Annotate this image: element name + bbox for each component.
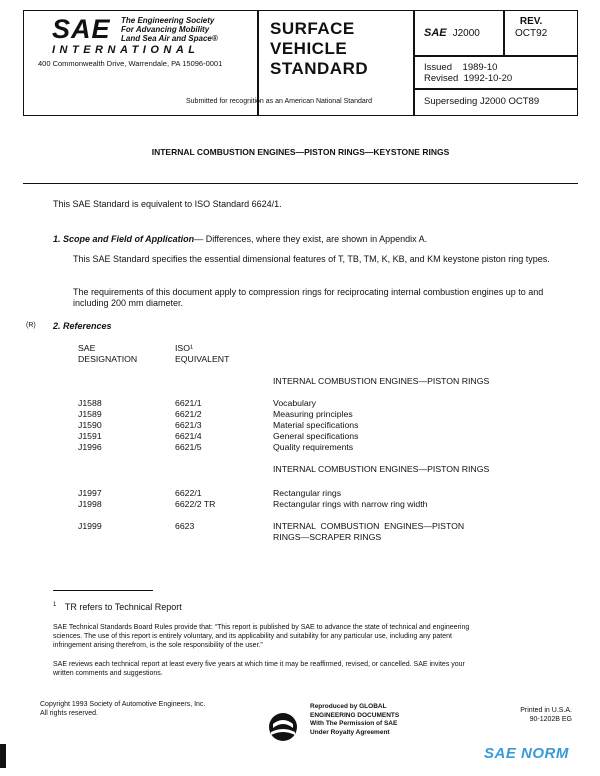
table-cell: J1998 xyxy=(78,499,102,509)
reference-description-column xyxy=(273,488,428,510)
reproduction-notice: Reproduced by GLOBAL ENGINEERING DOCUMENTS With The Permission of SAE Under Royalty Agreement xyxy=(310,703,400,736)
sae-logo: SAE xyxy=(52,14,111,44)
table-cell: J1589 xyxy=(78,409,102,419)
table-cell: Material specifications xyxy=(273,420,359,430)
document-type: SURFACE VEHICLE STANDARD xyxy=(270,19,369,78)
table-cell: J1997 xyxy=(78,488,102,498)
column-header-iso: ISO¹ EQUIVALENT xyxy=(175,343,230,364)
section-1-paragraph: The requirements of this document apply to compression rings for reciprocating internal combustion engines up to and including 200 mm diameter. xyxy=(73,287,544,308)
reference-group-title: INTERNAL COMBUSTION ENGINES—PISTON RINGS xyxy=(273,464,490,474)
header-divider xyxy=(413,88,578,90)
equivalence-statement: This SAE Standard is equivalent to ISO Standard 6624/1. xyxy=(53,199,282,209)
reference-group-title: INTERNAL COMBUSTION ENGINES—PISTON RINGS xyxy=(273,376,490,386)
board-rules: SAE Technical Standards Board Rules provide that: “This report is published by SAE to advance the state of technical and engineering sciences. The use of this report is entirely voluntary, and its applicability and suitability for any particular use, including any patent infringement arising therefrom, is the sole responsibility of the user.” xyxy=(53,624,470,649)
header-divider xyxy=(413,10,415,116)
section-2-heading: 2. References xyxy=(53,321,112,331)
issue-dates: Issued 1989-10 Revised 1992-10-20 xyxy=(424,62,513,84)
footnote-rule xyxy=(53,590,153,591)
table-cell: 6621/4 xyxy=(175,431,202,441)
reference-iso-column xyxy=(175,398,202,453)
international-wordmark: INTERNATIONAL xyxy=(52,44,200,56)
table-cell: J1999 xyxy=(78,521,102,531)
society-tagline: The Engineering Society For Advancing Mobility Land Sea Air and Space® xyxy=(121,16,218,43)
reference-sae-column xyxy=(78,488,102,510)
table-cell: 6621/1 xyxy=(175,398,202,408)
sae-mini-logo: SAE xyxy=(424,27,447,39)
table-cell: 6623 xyxy=(175,521,195,531)
table-cell: J1996 xyxy=(78,442,102,452)
superseding: Superseding J2000 OCT89 xyxy=(424,96,540,107)
global-engineering-logo-icon xyxy=(266,710,300,744)
table-cell: J1590 xyxy=(78,420,102,430)
address: 400 Commonwealth Drive, Warrendale, PA 15096-0001 xyxy=(38,59,223,68)
table-cell: Vocabulary xyxy=(273,398,316,408)
reference-description-column xyxy=(273,398,358,453)
submitted-note: Submitted for recognition as an American National Standard xyxy=(186,98,372,105)
table-cell: INTERNAL COMBUSTION ENGINES—PISTON RINGS—SCRAPER RINGS xyxy=(273,521,465,542)
table-cell: 6621/5 xyxy=(175,442,202,452)
revision: REV. OCT92 xyxy=(515,16,548,39)
section-1-heading: 1. Scope and Field of Application— Differences, where they exist, are shown in Appendix A. xyxy=(53,234,428,244)
header-divider xyxy=(503,10,505,56)
section-1-paragraph: This SAE Standard specifies the essential dimensional features of T, TB, TM, K, KB, and KM keystone piston ring types. xyxy=(73,254,550,264)
document-number: SAE J2000 xyxy=(424,27,480,39)
table-cell: 6622/1 xyxy=(175,488,202,498)
table-cell: 6621/2 xyxy=(175,409,202,419)
footnote: $^1$ TR refers to Technical Report xyxy=(53,602,182,612)
table-cell: Measuring principles xyxy=(273,409,353,419)
column-header-sae: SAE DESIGNATION xyxy=(78,343,138,364)
table-cell: Quality requirements xyxy=(273,442,354,452)
table-cell: 6621/3 xyxy=(175,420,202,430)
scan-artifact xyxy=(0,744,6,768)
table-cell: J1591 xyxy=(78,431,102,441)
sae-norm-watermark: SAE NORM xyxy=(484,745,569,762)
table-cell: Rectangular rings with narrow ring width xyxy=(273,499,428,509)
reference-sae-column xyxy=(78,398,102,453)
copyright: Copyright 1993 Society of Automotive Engineers, Inc. All rights reserved. xyxy=(40,701,206,717)
title-rule xyxy=(23,183,578,184)
document-title: INTERNAL COMBUSTION ENGINES—PISTON RINGS—KEYSTONE RINGS xyxy=(151,147,450,157)
revision-marker: (R) xyxy=(26,322,36,329)
table-cell: 6622/2 TR xyxy=(175,499,216,509)
print-info: Printed in U.S.A. 90-1202B EG xyxy=(520,707,572,723)
table-cell: General specifications xyxy=(273,431,359,441)
table-cell: J1588 xyxy=(78,398,102,408)
header-divider xyxy=(413,55,578,57)
review-note: SAE reviews each technical report at least every five years at which time it may be reaffirmed, revised, or cancelled. SAE invites your written comments and suggestions. xyxy=(53,661,465,677)
reference-iso-column xyxy=(175,488,215,510)
table-cell: Rectangular rings xyxy=(273,488,342,498)
